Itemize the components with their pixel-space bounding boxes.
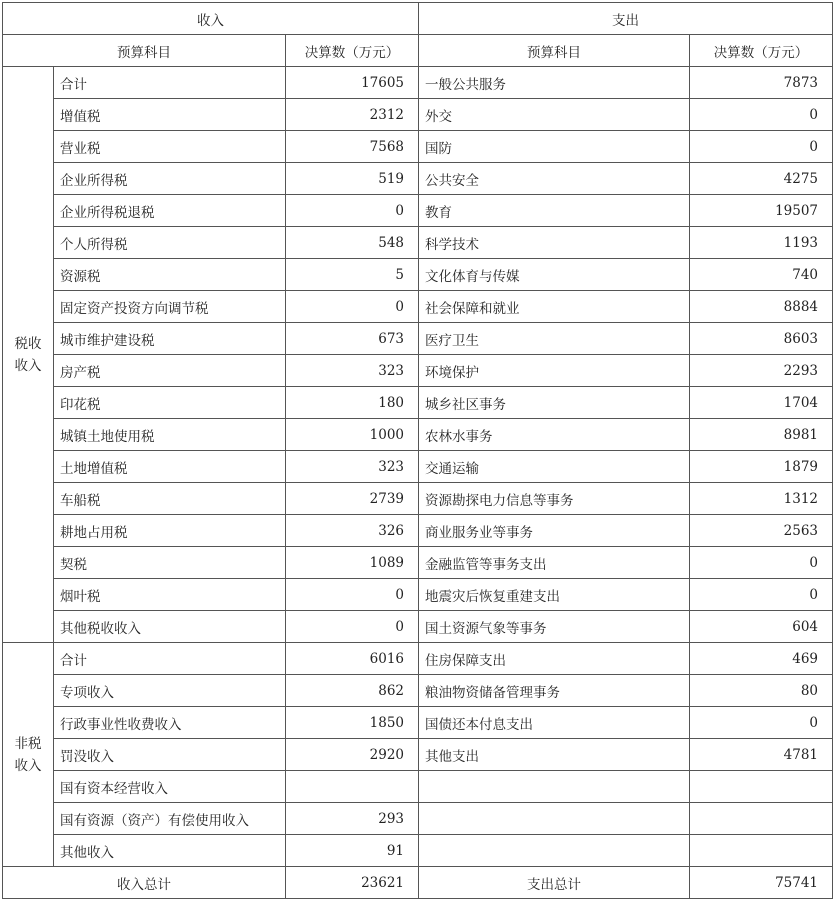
income-item: 营业税 bbox=[54, 131, 286, 163]
expense-amount: 0 bbox=[690, 547, 833, 579]
expense-item: 医疗卫生 bbox=[419, 323, 690, 355]
income-item: 印花税 bbox=[54, 387, 286, 419]
table-row bbox=[3, 163, 833, 195]
table-row bbox=[3, 131, 833, 163]
expense-amount: 80 bbox=[690, 675, 833, 707]
income-item: 其他税收收入 bbox=[54, 611, 286, 643]
expense-item: 文化体育与传媒 bbox=[419, 259, 690, 291]
income-amount: 180 bbox=[286, 387, 419, 419]
table-row bbox=[3, 483, 833, 515]
expense-item: 一般公共服务 bbox=[419, 67, 690, 99]
table-row bbox=[3, 835, 833, 867]
expense-item: 国防 bbox=[419, 131, 690, 163]
income-amount: 0 bbox=[286, 291, 419, 323]
header-row-top bbox=[3, 3, 833, 35]
income-amount: 673 bbox=[286, 323, 419, 355]
table-row bbox=[3, 99, 833, 131]
expense-amount-header: 决算数（万元） bbox=[690, 35, 833, 67]
income-item: 国有资本经营收入 bbox=[54, 771, 286, 803]
income-item: 企业所得税 bbox=[54, 163, 286, 195]
income-amount: 5 bbox=[286, 259, 419, 291]
income-amount: 0 bbox=[286, 611, 419, 643]
income-amount: 323 bbox=[286, 355, 419, 387]
nontax-income-group-label bbox=[3, 643, 54, 867]
expense-item: 国债还本付息支出 bbox=[419, 707, 690, 739]
expense-amount: 1193 bbox=[690, 227, 833, 259]
income-item: 烟叶税 bbox=[54, 579, 286, 611]
header-row-sub bbox=[3, 35, 833, 67]
income-amount: 323 bbox=[286, 451, 419, 483]
expense-amount: 604 bbox=[690, 611, 833, 643]
income-item: 行政事业性收费收入 bbox=[54, 707, 286, 739]
expense-item: 城乡社区事务 bbox=[419, 387, 690, 419]
income-amount-header: 决算数（万元） bbox=[286, 35, 419, 67]
expense-amount: 1879 bbox=[690, 451, 833, 483]
expense-item: 其他支出 bbox=[419, 739, 690, 771]
income-amount: 2312 bbox=[286, 99, 419, 131]
table-row bbox=[3, 227, 833, 259]
expense-amount: 8884 bbox=[690, 291, 833, 323]
expense-amount: 0 bbox=[690, 131, 833, 163]
income-item: 个人所得税 bbox=[54, 227, 286, 259]
expense-amount bbox=[690, 803, 833, 835]
income-subject-header: 预算科目 bbox=[3, 35, 286, 67]
table-row bbox=[3, 579, 833, 611]
expense-item bbox=[419, 835, 690, 867]
income-item: 房产税 bbox=[54, 355, 286, 387]
expense-amount: 0 bbox=[690, 579, 833, 611]
expense-amount: 4275 bbox=[690, 163, 833, 195]
totals-row bbox=[3, 867, 833, 899]
income-amount: 548 bbox=[286, 227, 419, 259]
expense-header: 支出 bbox=[419, 3, 833, 35]
income-amount: 1850 bbox=[286, 707, 419, 739]
income-amount: 0 bbox=[286, 579, 419, 611]
expense-amount: 2293 bbox=[690, 355, 833, 387]
income-amount: 7568 bbox=[286, 131, 419, 163]
expense-amount: 469 bbox=[690, 643, 833, 675]
income-total-label: 收入总计 bbox=[3, 867, 286, 899]
expense-item: 商业服务业等事务 bbox=[419, 515, 690, 547]
tax-income-group-label bbox=[3, 67, 54, 643]
table-row bbox=[3, 451, 833, 483]
income-item: 城镇土地使用税 bbox=[54, 419, 286, 451]
income-item: 车船税 bbox=[54, 483, 286, 515]
expense-item: 教育 bbox=[419, 195, 690, 227]
expense-amount bbox=[690, 835, 833, 867]
expense-item bbox=[419, 803, 690, 835]
expense-item: 住房保障支出 bbox=[419, 643, 690, 675]
group-label-line: 收入 bbox=[14, 757, 42, 774]
group-label-line: 非税 bbox=[14, 735, 42, 752]
expense-item: 社会保障和就业 bbox=[419, 291, 690, 323]
table-row bbox=[3, 771, 833, 803]
income-item: 城市维护建设税 bbox=[54, 323, 286, 355]
table-row bbox=[3, 67, 833, 99]
income-amount: 1089 bbox=[286, 547, 419, 579]
expense-item: 科学技术 bbox=[419, 227, 690, 259]
expense-total-label: 支出总计 bbox=[419, 867, 690, 899]
expense-amount: 1312 bbox=[690, 483, 833, 515]
income-item: 专项收入 bbox=[54, 675, 286, 707]
income-item: 土地增值税 bbox=[54, 451, 286, 483]
budget-table-body bbox=[3, 3, 833, 899]
expense-total-value: 75741 bbox=[690, 867, 833, 899]
expense-amount: 19507 bbox=[690, 195, 833, 227]
expense-item: 农林水事务 bbox=[419, 419, 690, 451]
expense-item: 交通运输 bbox=[419, 451, 690, 483]
expense-amount: 740 bbox=[690, 259, 833, 291]
table-row bbox=[3, 547, 833, 579]
table-row bbox=[3, 707, 833, 739]
expense-amount: 7873 bbox=[690, 67, 833, 99]
expense-amount: 8981 bbox=[690, 419, 833, 451]
expense-item: 公共安全 bbox=[419, 163, 690, 195]
expense-amount bbox=[690, 771, 833, 803]
expense-amount: 1704 bbox=[690, 387, 833, 419]
table-row bbox=[3, 355, 833, 387]
income-amount: 1000 bbox=[286, 419, 419, 451]
table-row bbox=[3, 803, 833, 835]
group-label-line: 税收 bbox=[14, 335, 42, 352]
expense-item bbox=[419, 771, 690, 803]
income-amount: 862 bbox=[286, 675, 419, 707]
income-item: 国有资源（资产）有偿使用收入 bbox=[54, 803, 286, 835]
expense-item: 金融监管等事务支出 bbox=[419, 547, 690, 579]
expense-amount: 2563 bbox=[690, 515, 833, 547]
income-item: 罚没收入 bbox=[54, 739, 286, 771]
income-amount bbox=[286, 771, 419, 803]
expense-item: 外交 bbox=[419, 99, 690, 131]
income-amount: 91 bbox=[286, 835, 419, 867]
income-amount: 17605 bbox=[286, 67, 419, 99]
table-row bbox=[3, 291, 833, 323]
income-item: 契税 bbox=[54, 547, 286, 579]
table-row bbox=[3, 387, 833, 419]
income-amount: 293 bbox=[286, 803, 419, 835]
income-item: 合计 bbox=[54, 643, 286, 675]
table-row bbox=[3, 419, 833, 451]
income-item: 企业所得税退税 bbox=[54, 195, 286, 227]
income-item: 耕地占用税 bbox=[54, 515, 286, 547]
expense-amount: 4781 bbox=[690, 739, 833, 771]
income-item: 增值税 bbox=[54, 99, 286, 131]
table-row bbox=[3, 515, 833, 547]
table-row bbox=[3, 195, 833, 227]
income-amount: 2920 bbox=[286, 739, 419, 771]
income-total-value: 23621 bbox=[286, 867, 419, 899]
income-amount: 326 bbox=[286, 515, 419, 547]
expense-amount: 8603 bbox=[690, 323, 833, 355]
expense-item: 地震灾后恢复重建支出 bbox=[419, 579, 690, 611]
budget-table bbox=[2, 2, 833, 899]
income-amount: 6016 bbox=[286, 643, 419, 675]
expense-item: 资源勘探电力信息等事务 bbox=[419, 483, 690, 515]
expense-amount: 0 bbox=[690, 99, 833, 131]
table-row bbox=[3, 739, 833, 771]
table-row bbox=[3, 323, 833, 355]
income-amount: 2739 bbox=[286, 483, 419, 515]
table-row bbox=[3, 643, 833, 675]
income-item: 其他收入 bbox=[54, 835, 286, 867]
table-row bbox=[3, 611, 833, 643]
income-amount: 519 bbox=[286, 163, 419, 195]
expense-subject-header: 预算科目 bbox=[419, 35, 690, 67]
income-amount: 0 bbox=[286, 195, 419, 227]
income-header: 收入 bbox=[3, 3, 419, 35]
expense-item: 粮油物资储备管理事务 bbox=[419, 675, 690, 707]
income-item: 固定资产投资方向调节税 bbox=[54, 291, 286, 323]
table-row bbox=[3, 259, 833, 291]
expense-item: 国土资源气象等事务 bbox=[419, 611, 690, 643]
table-row bbox=[3, 675, 833, 707]
group-label-line: 收入 bbox=[14, 357, 42, 374]
income-item: 合计 bbox=[54, 67, 286, 99]
expense-amount: 0 bbox=[690, 707, 833, 739]
expense-item: 环境保护 bbox=[419, 355, 690, 387]
income-item: 资源税 bbox=[54, 259, 286, 291]
